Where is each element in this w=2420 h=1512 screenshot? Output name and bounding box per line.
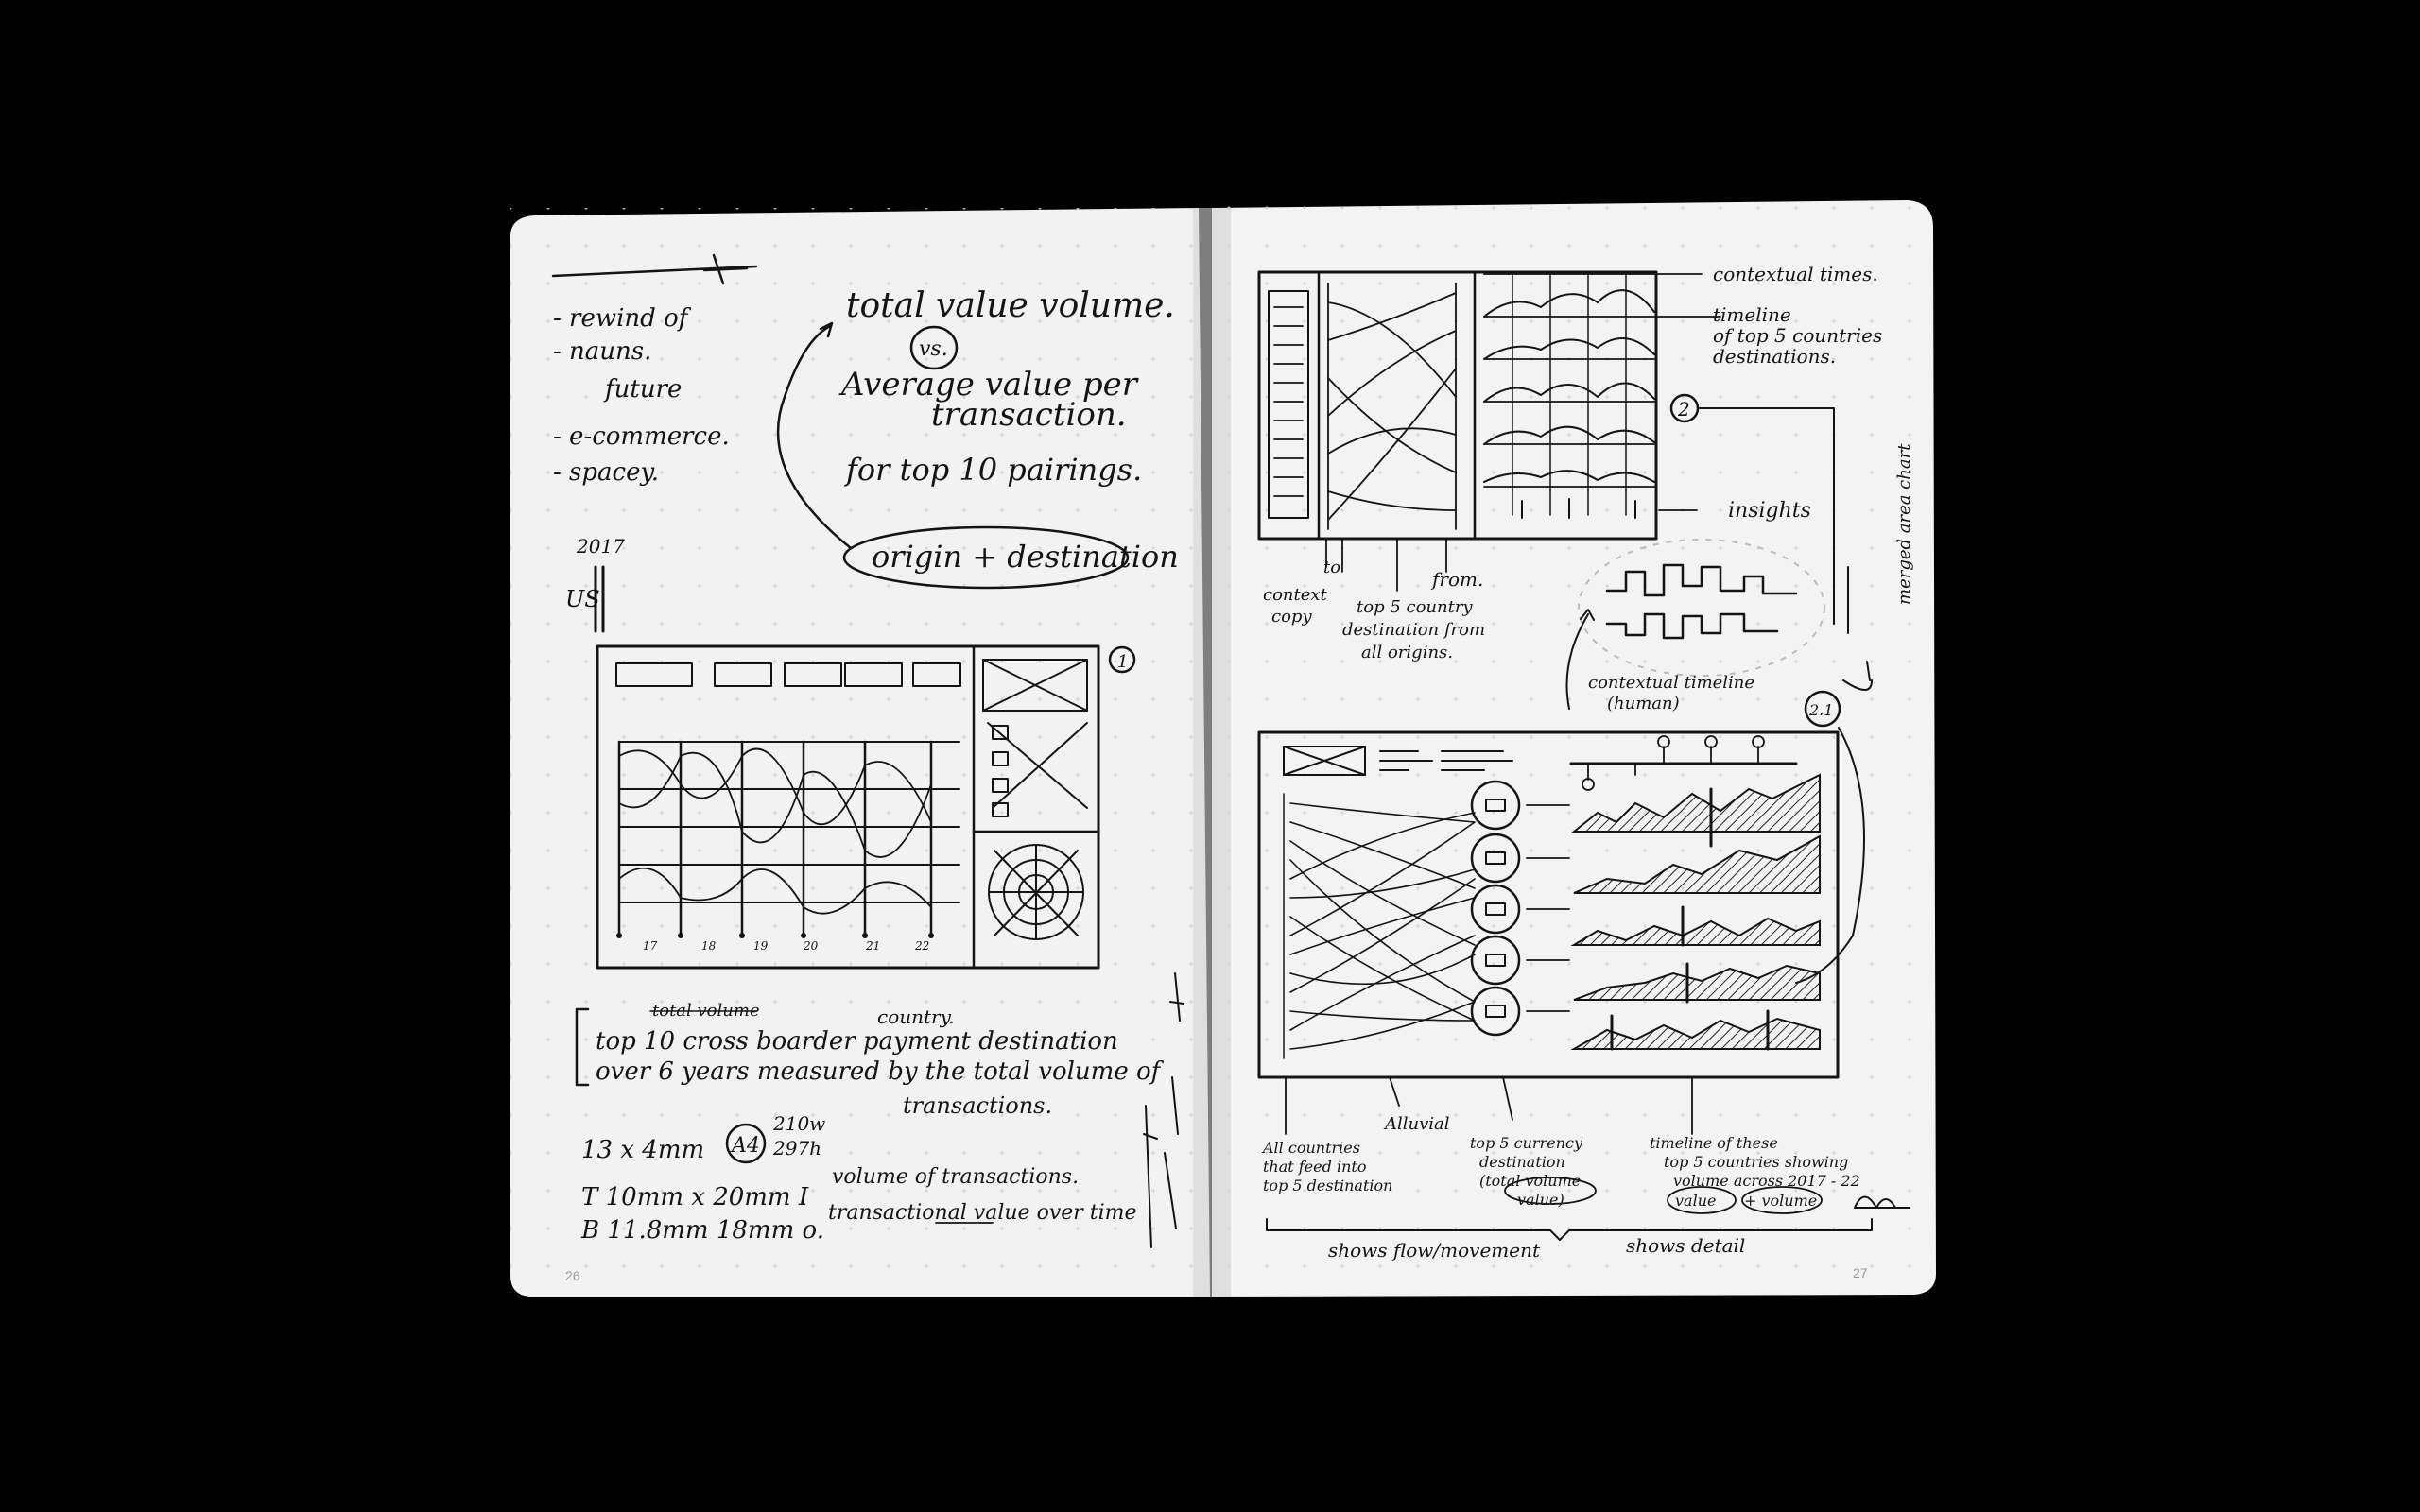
caption-line-3: transactions.	[903, 1092, 1053, 1119]
average-line-2: transaction.	[931, 396, 1127, 434]
right-page-number: 27	[1853, 1265, 1868, 1280]
year-label: 2017	[577, 535, 625, 558]
contextual-timeline-2: (human)	[1607, 694, 1680, 713]
spine-shadow	[1193, 208, 1231, 1297]
bottom-timeline-3: volume across 2017 - 22	[1673, 1172, 1860, 1190]
label-to: to	[1323, 558, 1341, 577]
headline-total-value: total value volume.	[846, 286, 1175, 325]
list-item-5: - spacey.	[553, 458, 659, 487]
bottom-alluvial: Alluvial	[1385, 1114, 1450, 1134]
label-top5-2: destination from	[1342, 620, 1486, 640]
bottom-all-1: All countries	[1263, 1139, 1360, 1157]
x-tick-17: 17	[643, 939, 658, 953]
contextual-timeline-1: contextual timeline	[1588, 673, 1755, 693]
a4-w: 210w	[773, 1112, 826, 1135]
size-note: 13 x 4mm	[581, 1136, 705, 1164]
origin-destination-note: origin + destination	[872, 539, 1179, 575]
x-tick-19: 19	[753, 939, 769, 953]
bottom-currency-2: destination	[1479, 1153, 1565, 1171]
bottom-currency-4: value)	[1517, 1191, 1564, 1209]
bottom-shows-detail: shows detail	[1626, 1234, 1746, 1257]
label-merged-area-chart: merged area chart	[1894, 443, 1914, 605]
label-top5-1: top 5 country	[1357, 597, 1473, 617]
sketch-2-number: 2	[1678, 398, 1690, 421]
bottom-timeline-1: timeline of these	[1650, 1134, 1778, 1152]
label-context-1: context	[1263, 585, 1327, 605]
label-top5-3: all origins.	[1361, 643, 1453, 662]
sketch-21-number: 2.1	[1809, 701, 1834, 719]
country-label: US	[565, 586, 600, 612]
dims-line-2: B 11.8mm 18mm o.	[581, 1216, 824, 1245]
annotation-timeline-3: destinations.	[1713, 345, 1837, 368]
list-item-2: - nauns.	[553, 337, 652, 366]
bottom-currency-1: top 5 currency	[1470, 1134, 1582, 1152]
country-note: country.	[877, 1005, 955, 1028]
caption-line-1: top 10 cross boarder payment destination	[596, 1027, 1118, 1056]
x-tick-21: 21	[866, 939, 881, 953]
bottom-all-2: that feed into	[1263, 1158, 1367, 1176]
bottom-timeline-5: + volume	[1744, 1192, 1818, 1210]
average-line-1: Average value per	[841, 366, 1138, 404]
bottom-timeline-2: top 5 countries showing	[1664, 1153, 1849, 1171]
volume-note: volume of transactions.	[832, 1165, 1080, 1189]
x-tick-20: 20	[804, 939, 819, 953]
dims-line-1: T 10mm x 20mm I	[581, 1183, 809, 1211]
struck-note: total volume	[652, 1001, 760, 1021]
label-from: from.	[1432, 568, 1484, 591]
vs-label: vs.	[919, 337, 948, 361]
x-tick-18: 18	[701, 939, 717, 953]
value-note: transactional value over time	[828, 1201, 1137, 1225]
annotation-timeline-2: of top 5 countries	[1713, 324, 1883, 347]
list-item-4: - e-commerce.	[553, 422, 730, 451]
sketch-1-number: 1	[1117, 652, 1129, 672]
caption-line-2: over 6 years measured by the total volume of	[596, 1057, 1161, 1086]
annotation-contextual-times: contextual times.	[1713, 263, 1878, 285]
list-item-1: - rewind of	[553, 304, 688, 333]
a4-label: A4	[732, 1134, 760, 1158]
list-item-3: future	[605, 375, 683, 404]
label-context-2: copy	[1271, 607, 1312, 627]
left-page-number: 26	[565, 1268, 580, 1283]
bottom-currency-3: (total volume	[1479, 1172, 1582, 1190]
bottom-all-3: top 5 destination	[1263, 1177, 1393, 1194]
pairings-note: for top 10 pairings.	[846, 452, 1143, 488]
x-tick-22: 22	[915, 939, 930, 953]
annotation-insights: insights	[1728, 499, 1811, 523]
a4-h: 297h	[773, 1137, 822, 1160]
bottom-shows-flow: shows flow/movement	[1328, 1239, 1541, 1262]
annotation-timeline-1: timeline	[1713, 303, 1791, 326]
bottom-timeline-4: value	[1675, 1192, 1717, 1210]
